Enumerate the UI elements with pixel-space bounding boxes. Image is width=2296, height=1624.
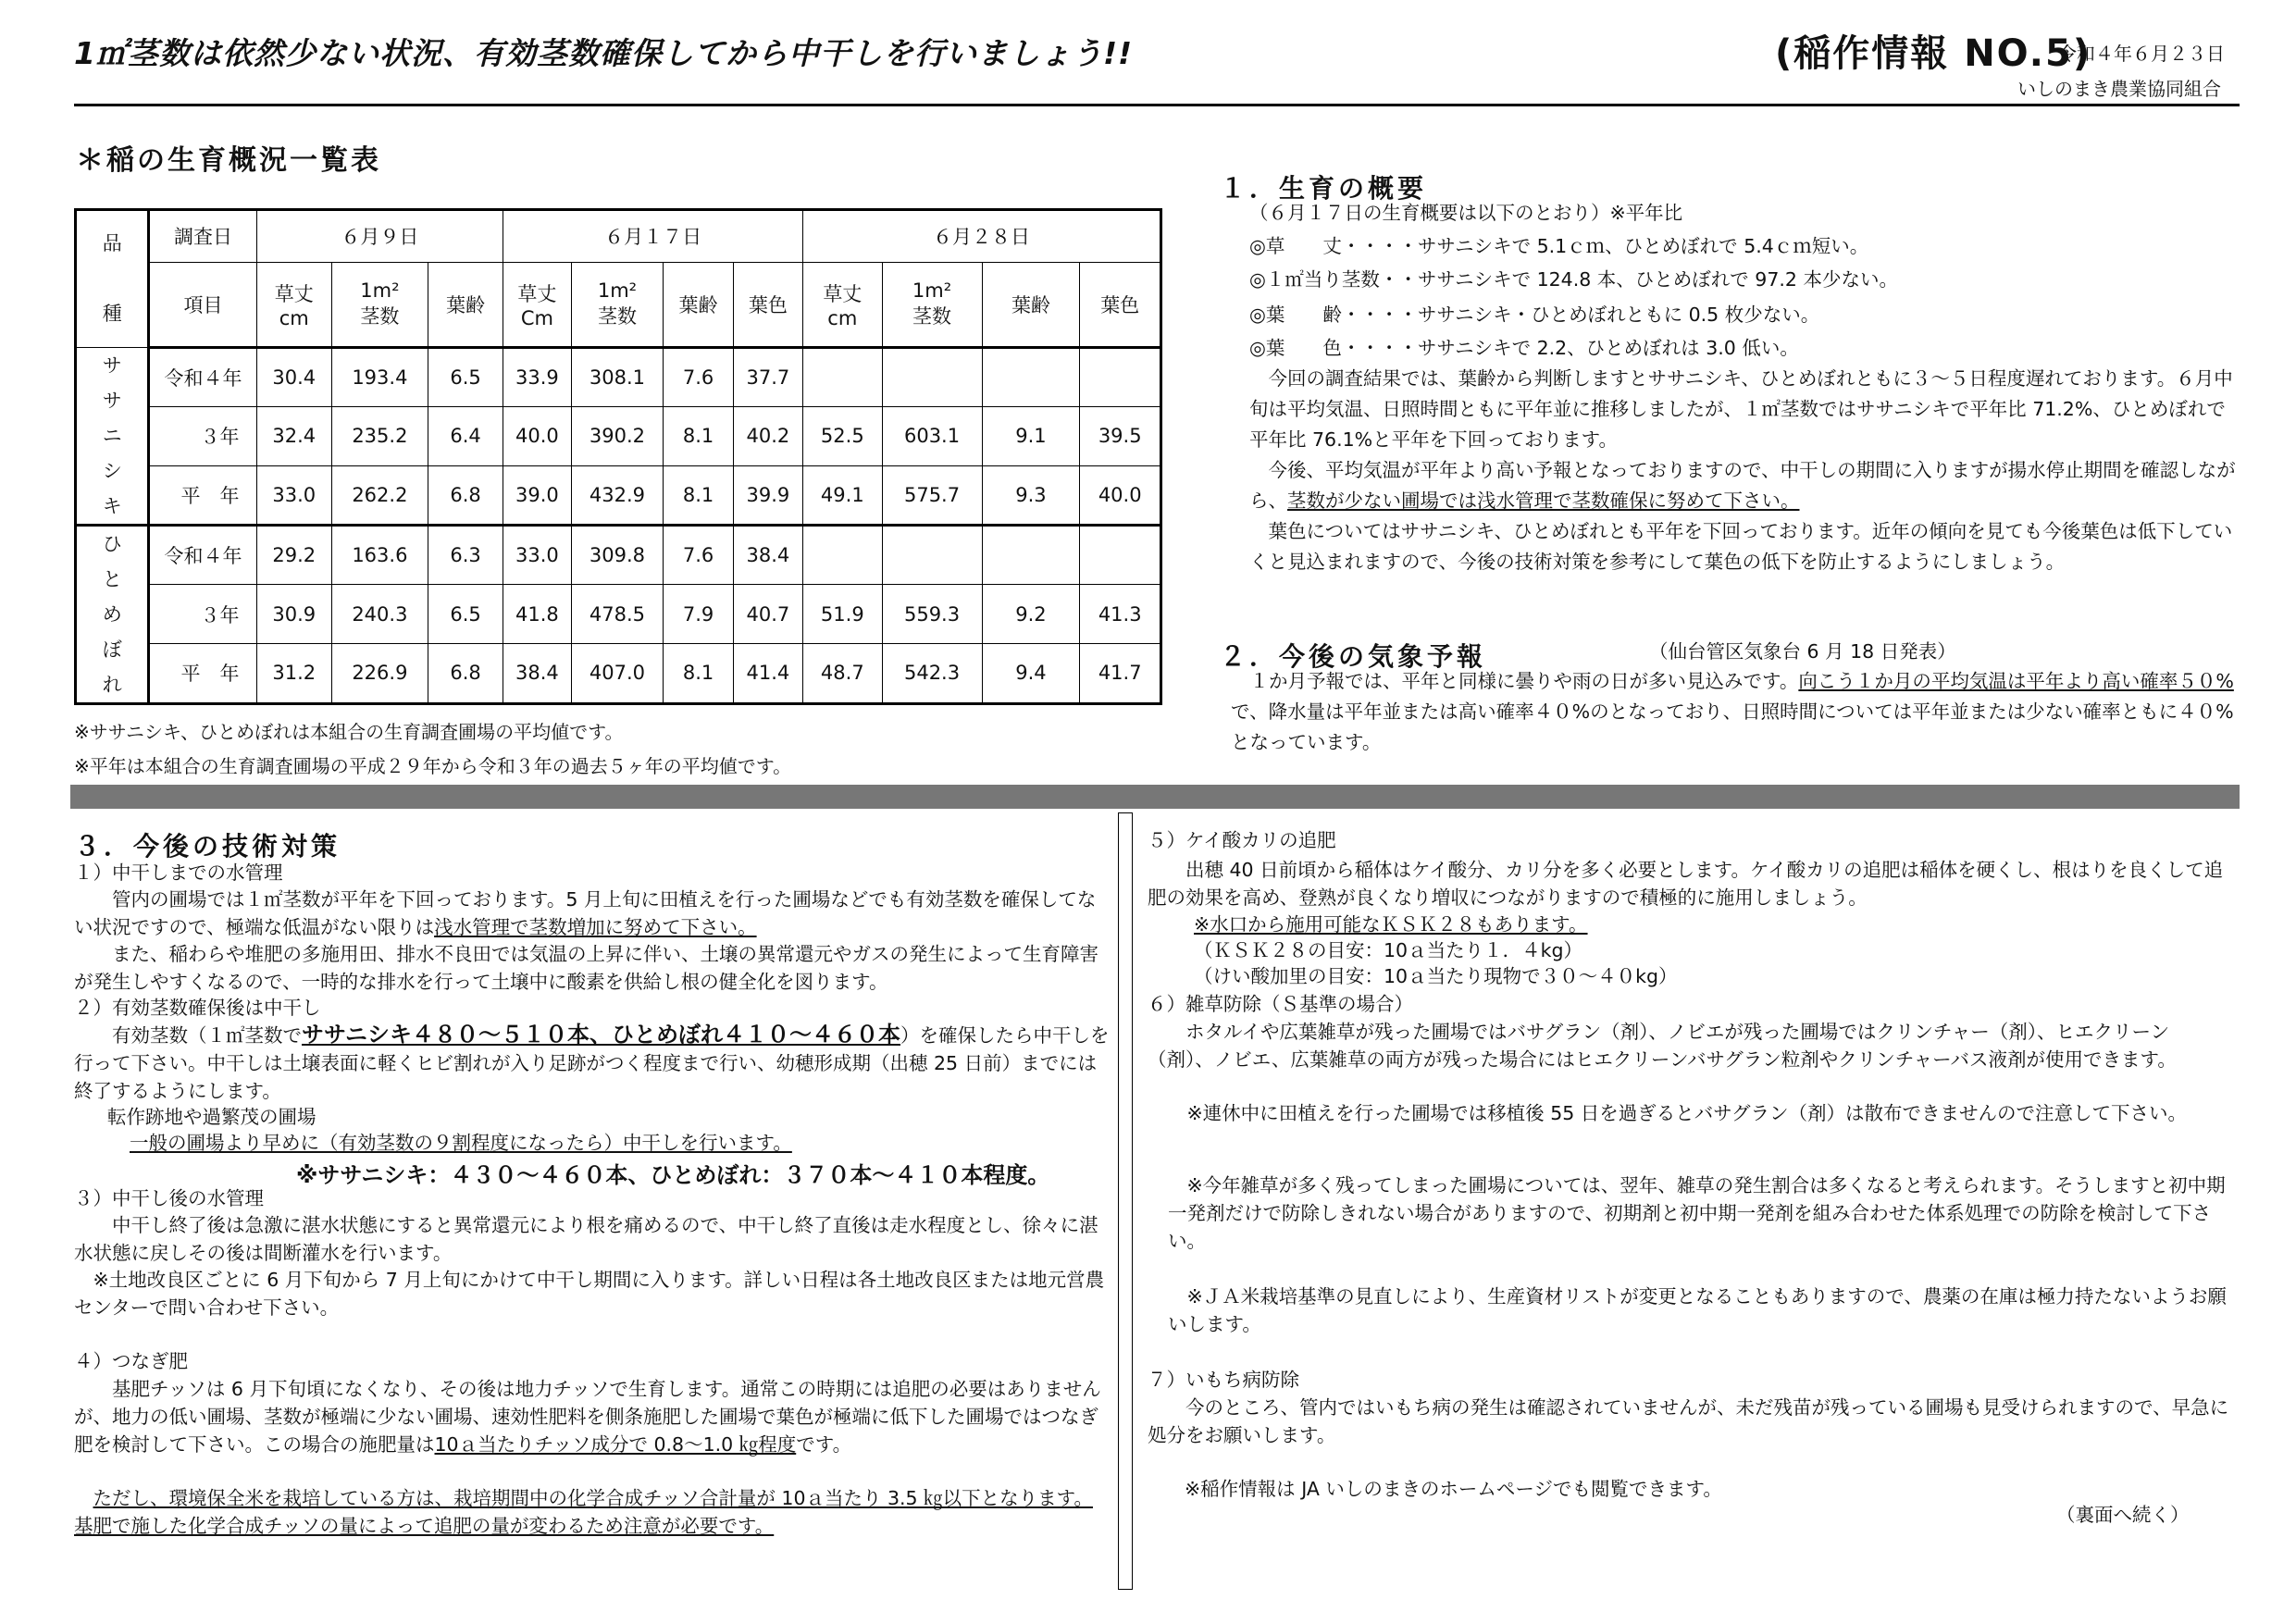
table-cell: 8.1	[664, 406, 733, 465]
table-cell: 226.9	[331, 644, 428, 703]
growth-bullet-leafcolor: ◎葉 色・・・・ササニシキで 2.2、ひとめぼれは 3.0 低い。	[1249, 337, 1799, 359]
table-cell: 8.1	[664, 465, 733, 525]
table-cell: 6.3	[428, 525, 503, 584]
tech-7-paragraph-1: 今のところ、管内ではいもち病の発生は確認されていませんが、未だ残苗が残っている圃場も見受けられますので、早急に処分をお願いします。	[1148, 1396, 2229, 1446]
table-cell: 390.2	[571, 406, 664, 465]
table-cell: 309.8	[571, 525, 664, 584]
table-cell: 9.1	[982, 406, 1080, 465]
section-1-intro: （６月１７日の生育概要は以下のとおり）※平年比	[1249, 202, 1683, 224]
variety-name: サ サ ニ シ キ	[76, 347, 149, 525]
tech-1-title: １）中干しまでの水管理	[74, 862, 283, 884]
table-cell: 37.7	[733, 347, 802, 406]
col-leafage: 葉齢	[428, 262, 503, 347]
table-cell	[882, 347, 982, 406]
headline: 1㎡茎数は依然少ない状況、有効茎数確保してから中干しを行いましょう!!	[74, 35, 1134, 71]
row-label: ３年	[149, 406, 256, 465]
table-cell: 559.3	[882, 584, 982, 643]
homepage-note: ※稲作情報は JA いしのまきのホームページでも閲覧できます。	[1185, 1478, 1722, 1500]
table-cell	[982, 525, 1080, 584]
table-cell: 6.5	[428, 584, 503, 643]
col-stems: 1m² 茎数	[331, 262, 428, 347]
table-cell: 478.5	[571, 584, 664, 643]
col-leafage: 葉齢	[664, 262, 733, 347]
tech-3-paragraph-2: ※土地改良区ごとに 6 月下旬から 7 月上旬にかけて中干し期間に入ります。詳しい日程は各土地改良区または地元営農センターで問い合わせ下さい。	[74, 1269, 1105, 1319]
table-cell: 163.6	[331, 525, 428, 584]
growth-table	[74, 208, 1162, 705]
section-1-paragraph-1: 今回の調査結果では、葉齢から判断しますとササニシキ、ひとめぼれともに３～５日程度遅れております。６月中旬は平均気温、日照時間ともに平年並に推移しましたが、１㎡茎数ではササニシキで平年比 71.2%、ひとめぼれで平年比 76.1%と平年を下回っております。	[1249, 367, 2233, 451]
variety-name: ひ と め ぼ れ	[76, 525, 149, 703]
table-cell	[882, 525, 982, 584]
table-cell: 51.9	[803, 584, 883, 643]
tech-4-paragraph-2: ただし、環境保全米を栽培している方は、栽培期間中の化学合成チッソ合計量が 10ａ当たり 3.5 ㎏以下となります。基肥で施した化学合成チッソの量によって追肥の量が変わるため注意が必要です。	[74, 1487, 1093, 1537]
table-row	[76, 406, 1161, 465]
table-cell: 39.9	[733, 465, 802, 525]
forecast-source: （仙台管区気象台 6 月 18 日発表）	[1649, 640, 1956, 663]
table-cell: 32.4	[256, 406, 331, 465]
table-cell: 542.3	[882, 644, 982, 703]
table-cell: 240.3	[331, 584, 428, 643]
table-cell: 40.0	[1080, 465, 1161, 525]
growth-bullet-leafage: ◎葉 齢・・・・ササニシキ・ひとめぼれともに 0.5 枚少ない。	[1249, 304, 1820, 326]
table-cell: 193.4	[331, 347, 428, 406]
table-cell: 407.0	[571, 644, 664, 703]
table-cell: 432.9	[571, 465, 664, 525]
header-rule	[74, 104, 2240, 106]
table-cell: 40.7	[733, 584, 802, 643]
col-stems: 1m² 茎数	[882, 262, 982, 347]
header-survey-date: 調査日	[149, 210, 256, 263]
organization-name: いしのまき農業協同組合	[2017, 78, 2221, 100]
table-cell: 39.0	[503, 465, 571, 525]
table-cell: 6.8	[428, 465, 503, 525]
table-cell: 41.8	[503, 584, 571, 643]
col-leafcolor: 葉色	[1080, 262, 1161, 347]
table-cell: 33.0	[256, 465, 331, 525]
section-1-title: １．生育の概要	[1220, 173, 1428, 204]
tech-6-paragraph-3: ※今年雑草が多く残ってしまった圃場については、翌年、雑草の発生割合は多くなると考えられます。そうしますと初中期一発剤だけで防除しきれない場合がありますので、初期剤と初中期一発剤を組み合わせた体系処理での防除を検討して下さい。	[1168, 1174, 2226, 1252]
table-cell: 308.1	[571, 347, 664, 406]
table-cell: 6.4	[428, 406, 503, 465]
tech-6-title: ６）雑草防除（Ｓ基準の場合）	[1148, 993, 1413, 1015]
tech-4-title: ４）つなぎ肥	[74, 1350, 188, 1372]
tech-2-paragraph-2: 一般の圃場より早めに（有効茎数の９割程度になったら）中干しを行います。	[130, 1132, 792, 1154]
table-row	[76, 525, 1161, 584]
table-cell	[1080, 347, 1161, 406]
tech-2-target-note: ※ササニシキ：４３０～４６０本、ひとめぼれ：３７０本～４１０本程度。	[296, 1162, 1050, 1188]
section-1-paragraph-2: 今後、平均気温が平年より高い予報となっておりますので、中干しの期間に入りますが揚水停止期間を確認しながら、茎数が少ない圃場では浅水管理で茎数確保に努めて下さい。	[1249, 459, 2236, 512]
continued-note: （裏面へ続く）	[2056, 1504, 2190, 1526]
tech-2-subheading: 転作跡地や過繁茂の圃場	[107, 1106, 316, 1128]
header-date-2: ６月１７日	[503, 210, 803, 263]
table-cell: 9.3	[982, 465, 1080, 525]
header-date-1: ６月９日	[256, 210, 503, 263]
growth-bullet-height: ◎草 丈・・・・ササニシキで 5.1ｃｍ、ひとめぼれで 5.4ｃｍ短い。	[1249, 235, 1869, 257]
table-row	[76, 465, 1161, 525]
table-cell: 7.6	[664, 525, 733, 584]
table-note-2: ※平年は本組合の生育調査圃場の平成２９年から令和３年の過去５ヶ年の平均値です。	[74, 755, 792, 777]
table-cell: 6.5	[428, 347, 503, 406]
table-cell: 6.8	[428, 644, 503, 703]
table-cell: 48.7	[803, 644, 883, 703]
row-label: 令和４年	[149, 347, 256, 406]
table-cell: 29.2	[256, 525, 331, 584]
table-cell: 40.2	[733, 406, 802, 465]
section-2-paragraph: １か月予報では、平年と同様に曇りや雨の日が多い見込みです。向こう１か月の平均気温は平年より高い確率５０%で、降水量は平年並または高い確率４０%のとなっており、日照時間については平年並または少ない確率ともに４０%となっています。	[1231, 670, 2234, 753]
tech-2-title: ２）有効茎数確保後は中干し	[74, 997, 321, 1019]
table-cell: 41.4	[733, 644, 802, 703]
table-row	[76, 347, 1161, 406]
tech-3-paragraph-1: 中干し終了後は急激に湛水状態にすると異常還元により根を痛めるので、中干し終了直後は走水程度とし、徐々に湛水状態に戻しその後は間断灌水を行います。	[74, 1214, 1098, 1264]
table-cell: 38.4	[503, 644, 571, 703]
tech-5-ksk-note: ※水口から施用可能なＫＳＫ２８もあります。	[1194, 913, 1588, 936]
tech-6-paragraph-4: ※ＪＡ米栽培基準の見直しにより、生産資材リストが変更となることもありますので、農薬の在庫は極力持たないようお願いします。	[1168, 1285, 2227, 1335]
variety-group-hitomebore	[76, 525, 1161, 703]
table-cell: 33.0	[503, 525, 571, 584]
table-cell	[1080, 525, 1161, 584]
tech-3-title: ３）中干し後の水管理	[74, 1187, 264, 1209]
tech-5-silicate-dose: （けい酸加里の目安：10ａ当たり現物で３０～４０kg）	[1194, 965, 1678, 987]
table-cell: 41.7	[1080, 644, 1161, 703]
col-leafage: 葉齢	[982, 262, 1080, 347]
header-item: 項目	[149, 262, 256, 347]
issue-title: (稲作情報 NO.5)	[1775, 32, 2092, 75]
table-cell: 603.1	[882, 406, 982, 465]
table-cell: 39.5	[1080, 406, 1161, 465]
header-variety: 品 種	[76, 210, 149, 348]
table-cell: 7.9	[664, 584, 733, 643]
table-title: ＊稲の生育概況一覧表	[76, 144, 381, 177]
col-height: 草丈 Cm	[503, 262, 571, 347]
row-label: ３年	[149, 584, 256, 643]
tech-5-title: ５）ケイ酸カリの追肥	[1148, 829, 1336, 851]
tech-5-paragraph-1: 出穂 40 日前頃から稲体はケイ酸分、カリ分を多く必要とします。ケイ酸カリの追肥は稲体を硬くし、根はりを良くして追肥の効果を高め、登熟が良くなり増収につながりますので積極的に施用しましょう。	[1148, 859, 2224, 909]
table-cell: 33.9	[503, 347, 571, 406]
col-height: 草丈 cm	[803, 262, 883, 347]
table-cell: 7.6	[664, 347, 733, 406]
table-cell: 9.4	[982, 644, 1080, 703]
tech-1-paragraph-1: 管内の圃場では１㎡茎数が平年を下回っております。5 月上旬に田植えを行った圃場などでも有効茎数を確保してない状況ですので、極端な低温がない限りは浅水管理で茎数増加に努めて下さい。	[74, 888, 1097, 938]
section-3-title: ３．今後の技術対策	[74, 831, 341, 862]
table-row	[76, 584, 1161, 643]
col-leafcolor: 葉色	[733, 262, 802, 347]
table-cell: 41.3	[1080, 584, 1161, 643]
table-cell: 235.2	[331, 406, 428, 465]
table-cell	[982, 347, 1080, 406]
table-cell: 8.1	[664, 644, 733, 703]
tech-1-paragraph-2: また、稲わらや堆肥の多施用田、排水不良田では気温の上昇に伴い、土壌の異常還元やガスの発生によって生育障害が発生しやすくなるので、一時的な排水を行って土壌中に酸素を供給し根の健全化を図ります。	[74, 943, 1098, 993]
row-label: 平 年	[149, 465, 256, 525]
tech-7-title: ７）いもち病防除	[1148, 1369, 1299, 1391]
table-cell: 30.9	[256, 584, 331, 643]
table-row	[76, 644, 1161, 703]
header-date-3: ６月２８日	[803, 210, 1161, 263]
growth-bullet-stems: ◎１㎡当り茎数・・ササニシキで 124.8 本、ひとめぼれで 97.2 本少ない。	[1249, 268, 1898, 291]
col-height: 草丈 cm	[256, 262, 331, 347]
table-note-1: ※ササニシキ、ひとめぼれは本組合の生育調査圃場の平均値です。	[74, 721, 624, 743]
table-cell: 31.2	[256, 644, 331, 703]
table-cell	[803, 525, 883, 584]
table-cell: 575.7	[882, 465, 982, 525]
col-stems: 1m² 茎数	[571, 262, 664, 347]
table-cell: 49.1	[803, 465, 883, 525]
row-label: 令和４年	[149, 525, 256, 584]
tech-4-paragraph-1: 基肥チッソは 6 月下旬頃になくなり、その後は地力チッソで生育します。通常この時期には追肥の必要はありませんが、地力の低い圃場、茎数が極端に少ない圃場、速効性肥料を側条施肥した圃場で葉色が極端に低下した圃場ではつなぎ肥を検討して下さい。この場合の施肥量は10ａ当たりチッソ成分で 0.8～1.0 ㎏程度です。	[74, 1378, 1101, 1456]
tech-6-paragraph-1: ホタルイや広葉雑草が残った圃場ではバサグラン（剤）、ノビエが残った圃場ではクリンチャー（剤）、ヒエクリーン（剤）、ノビエ、広葉雑草の両方が残った場合にはヒエクリーンバサグラン粒剤やクリンチャーバス液剤が使用できます。	[1148, 1021, 2177, 1071]
column-divider	[1118, 812, 1133, 1590]
table-cell: 262.2	[331, 465, 428, 525]
tech-6-paragraph-2: ※連休中に田植えを行った圃場では移植後 55 日を過ぎるとバサグラン（剤）は散布できませんので注意して下さい。	[1186, 1102, 2187, 1124]
section-2-title: ２．今後の気象予報	[1220, 641, 1487, 672]
row-label: 平 年	[149, 644, 256, 703]
table-cell: 30.4	[256, 347, 331, 406]
table-cell	[803, 347, 883, 406]
variety-group-sasanishiki	[76, 347, 1161, 525]
tech-2-paragraph-1: 有効茎数（１㎡茎数でササニシキ４８０～５１０本、ひとめぼれ４１０～４６０本）を確保したら中干しを行って下さい。中干しは土壌表面に軽くヒビ割れが入り足跡がつく程度まで行い、幼穂形成期（出穂 25 日前）までには終了するようにします。	[74, 1022, 1110, 1102]
issue-date: 令和４年６月２３日	[2058, 43, 2225, 65]
section-divider-band	[70, 785, 2240, 809]
section-1-paragraph-3: 葉色についてはササニシキ、ひとめぼれとも平年を下回っております。近年の傾向を見ても今後葉色は低下していくと見込まれますので、今後の技術対策を参考にして葉色の低下を防止するようにしましょう。	[1249, 520, 2233, 573]
tech-5-ksk-dose: （ＫＳＫ２８の目安：10ａ当たり１．４kg）	[1194, 939, 1582, 961]
table-cell: 38.4	[733, 525, 802, 584]
table-cell: 40.0	[503, 406, 571, 465]
table-cell: 9.2	[982, 584, 1080, 643]
table-cell: 52.5	[803, 406, 883, 465]
